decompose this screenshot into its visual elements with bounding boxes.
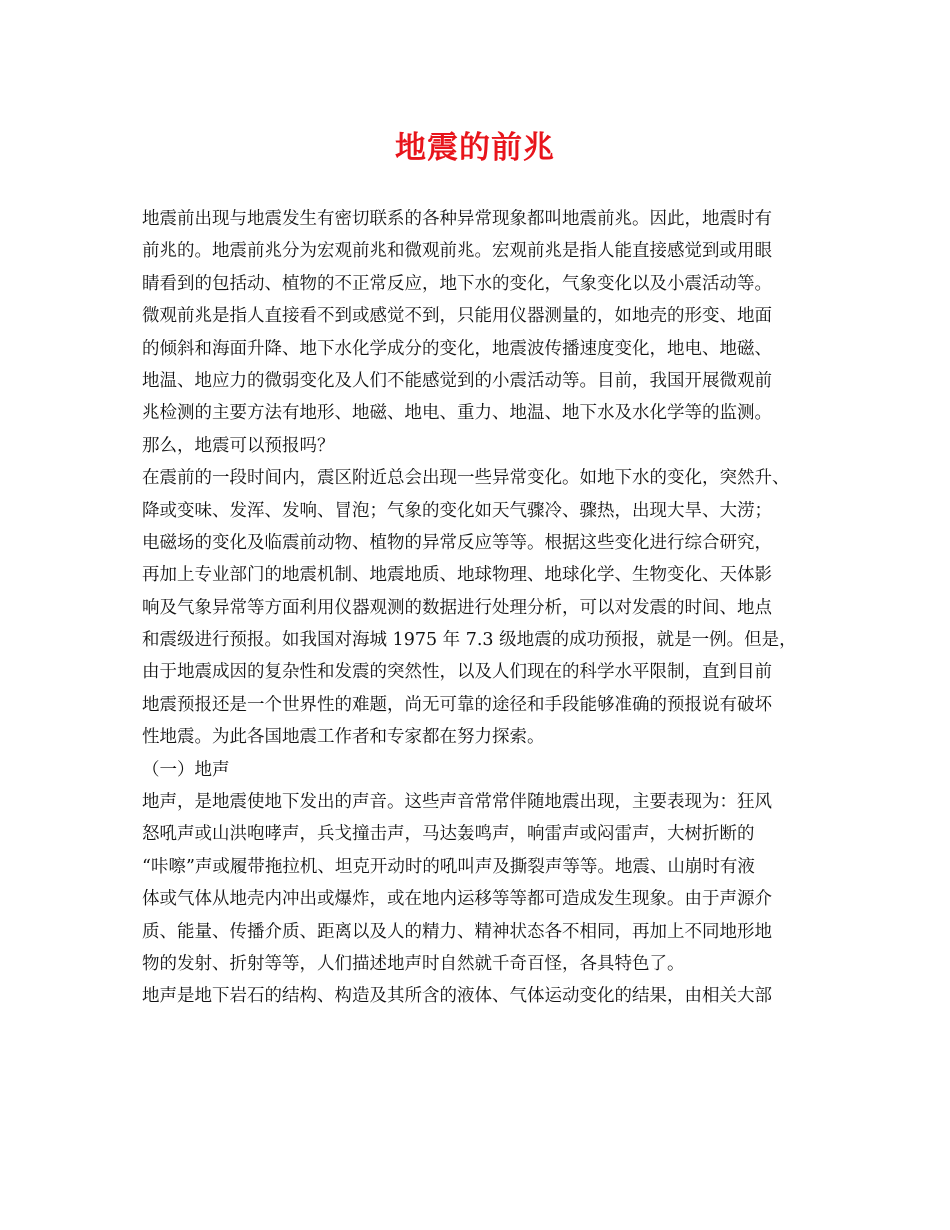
text-line: 的倾斜和海面升降、地下水化学成分的变化，地震波传播速度变化，地电、地磁、: [142, 338, 772, 359]
text-line: 睛看到的包括动、植物的不正常反应，地下水的变化，气象变化以及小震活动等。: [142, 273, 772, 294]
text-line: 地震预报还是一个世界性的难题，尚无可靠的途径和手段能够准确的预报说有破坏: [142, 694, 772, 715]
text-line: 地震前出现与地震发生有密切联系的各种异常现象都叫地震前兆。因此，地震时有: [142, 209, 772, 229]
text-line: 地声是地下岩石的结构、构造及其所含的液体、气体运动变化的结果，由相关大部: [142, 986, 772, 1007]
text-line: 兆检测的主要方法有地形、地磁、地电、重力、地温、地下水及水化学等的监测。: [142, 403, 772, 424]
question-line: 那么，地震可以预报吗？: [142, 435, 335, 456]
text-line: 响及气象异常等方面利用仪器观测的数据进行处理分析，可以对发震的时间、地点: [142, 597, 772, 618]
text-line: 怒吼声或山洪咆哮声，兵戈撞击声，马达轰鸣声，响雷声或闷雷声，大树折断的: [142, 824, 755, 845]
text-line: 性地震。为此各国地震工作者和专家都在努力探索。: [142, 727, 545, 748]
text-line: 降或变味、发浑、发响、冒泡；气象的变化如天气骤冷、骤热，出现大旱、大涝；: [142, 500, 772, 521]
document-body: [142, 203, 832, 1013]
text-line: 电磁场的变化及临震前动物、植物的异常反应等等。根据这些变化进行综合研究，: [142, 532, 772, 553]
text-line: 地温、地应力的微弱变化及人们不能感觉到的小震活动等。目前，我国开展微观前: [142, 370, 772, 391]
text-line: 物的发射、折射等等，人们描述地声时自然就千奇百怪，各具特色了。: [142, 953, 685, 974]
text-line: 地声，是地震使地下发出的声音。这些声音常常伴随地震出现，主要表现为：狂风: [142, 792, 772, 813]
text-line: 质、能量、传播介质、距离以及人的精力、精神状态各不相同，再加上不同地形地: [142, 921, 772, 942]
text-line: 在震前的一段时间内，震区附近总会出现一些异常变化。如地下水的变化，突然升、: [142, 468, 790, 489]
text-line: “咔嚓”声或履带拖拉机、坦克开动时的吼叫声及撕裂声等等。地震、山崩时有液: [142, 856, 755, 877]
text-line: 前兆的。地震前兆分为宏观前兆和微观前兆。宏观前兆是指人能直接感觉到或用眼: [142, 241, 772, 262]
text-line: 微观前兆是指人直接看不到或感觉不到，只能用仪器测量的，如地壳的形变、地面: [142, 306, 772, 327]
text-line: 由于地震成因的复杂性和发震的突然性，以及人们现在的科学水平限制，直到目前: [142, 662, 772, 683]
text-line: 再加上专业部门的地震机制、地震地质、地球物理、地球化学、生物变化、天体影: [142, 565, 772, 586]
document-title: 地震的前兆: [395, 130, 555, 166]
text-line: 体或气体从地壳内冲出或爆炸，或在地内运移等等都可造成发生现象。由于声源介: [142, 889, 772, 910]
section-heading: （一）地声: [142, 759, 230, 780]
text-line: 和震级进行预报。如我国对海城 1975 年 7.3 级地震的成功预报，就是一例。但是，: [142, 630, 797, 651]
